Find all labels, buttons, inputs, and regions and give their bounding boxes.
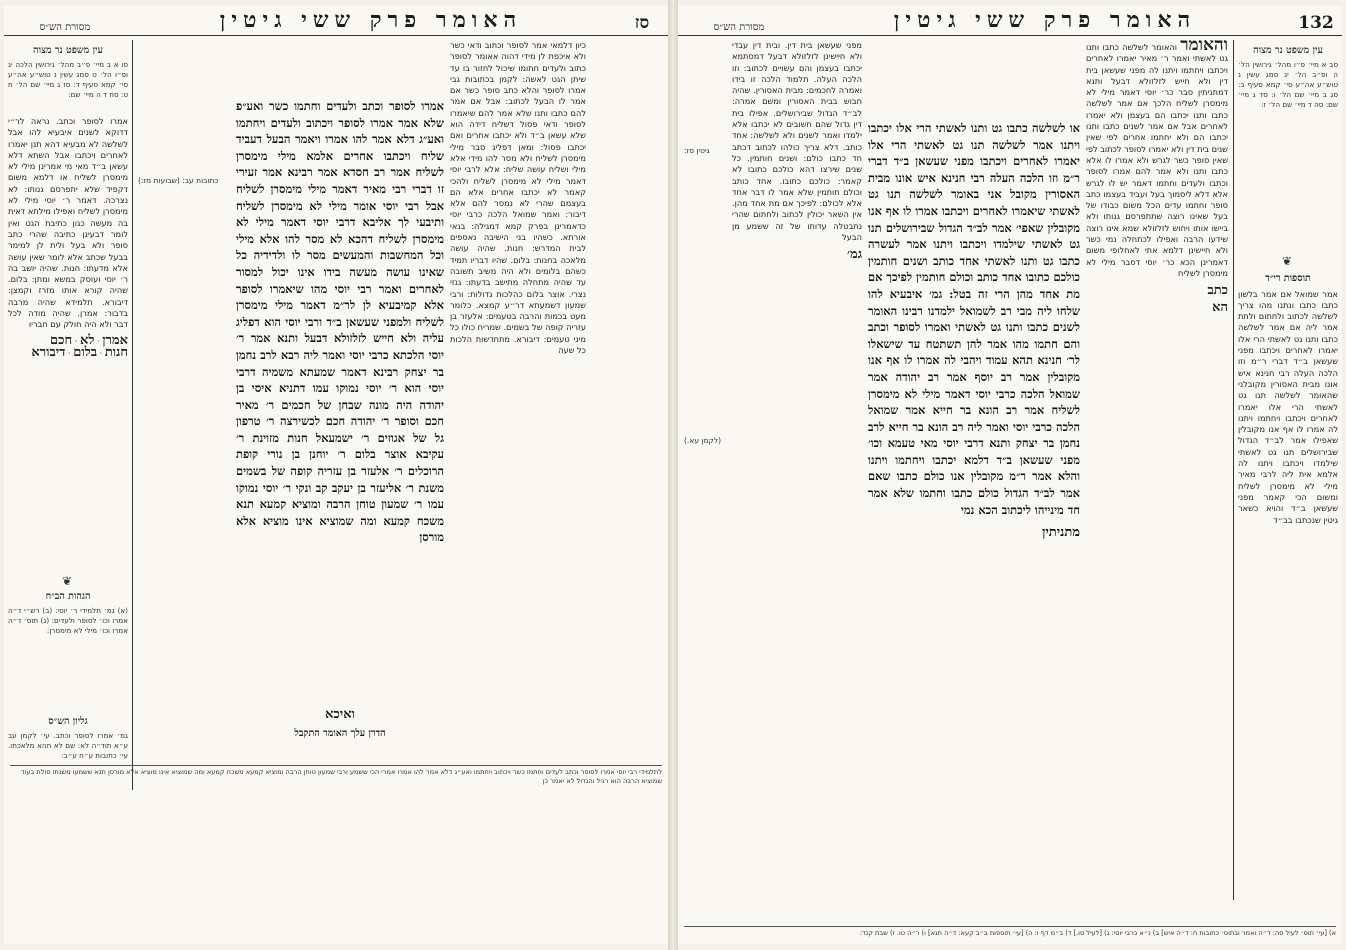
ein-mishpat-title: עין משפט נר מצוה [33,45,103,56]
ein-mishpat-text: סו א ב מיי׳ פ״ב מהל׳ גירושין הלכה יג ופ״ו הל׳ ט סמג עשין נ טוש״ע אה״ע סי׳ קמא סעיף ד: סז ג מיי׳ שם הל׳ ח ט: סח ד ה מיי׳ שם: [8,60,128,99]
margin-reference: גיטין סז: [684,146,710,155]
ein-mishpat-title: עין משפט נר מצוה [1253,45,1323,56]
ornament: ❦ [1281,256,1295,268]
hadran-label: הדרן עלך האומר התקבל [294,728,386,739]
ein-mishpat-column [8,40,128,110]
page-number: סז [634,13,650,33]
tosafot-column: אמרו לסופר וכתב. נראה לר״י דדוקא לשנים איבעיא להו אבל לשלשה לא מבעיא דהא תנן יאמרו לאחרים ויכתבו אבל השתא דלא עשאן ב״ד מאי מי אמרינן מילי לא מימסרן לשליח או דלמא משום דקפיד שלא יתפרסם גנותו: לא נצרכה. דאמר ר׳ יוסי מילי לא מימסרן לשליח ואפילו מילתא דאית בה מעשה כגון כתיבת הגט ואין לומר דבעינן כתיבה שהרי כתב סופר ולא בעל ולית לן למימר בבעל שכתב אלא לומר שאין עושה אלא מדעתו: חנות. שהיה יושב בה ר׳ יוסי ועוסק במשא ומתן: בלום. שהיה קורא אותו מזרז וקמצן: דיבורא. תלמידא שהיה מרבה בדבור: אמרן. שהיה מודה לכל דבר ולא היה חולק עם חבריו אמרן · לא · חכם חנות · בלום · דיבורא [8,116,128,360]
rashi-column-outer [1086,40,1228,898]
left-page-header [4,6,668,36]
hagahot-text: (א) גמ׳ תלמידי ר׳ יוסי: (ב) רש״י ד״ה אמרו וכו׳ לסופר ולעדים: (ג) תוס׳ ד״ה אמרו וכו׳ מילי לא מימסרן: [8,606,128,635]
gemara-main-text [868,40,1080,820]
gilyon-title: גליון הש״ס [48,716,88,727]
tosafot-rid-text: אמר שמואל אם אמר בלשון כתבו כתבו ונתנו מהו צריך לשלשה לכתוב ולחתום ולתת אמר ליה אם אמר לשלשה כתבו ותנו גט לאשתי הרי אלו יאמרו לאחרים ויכתבו מפני שעשאן ב״ד דברי ר״מ וזו הלכה העלה רבי חנינא איש אונו מבית האסורין מקובלני שהאומר לשלשה תנו גט לאשתי הרי אלו יאמרו לאחרים ויכתבו ויחתמו ויתנו לה אמרו לו אף אנו מקובלין שאפילו אמר לב״ד הגדול שבירושלים תנו גט לאשתי שילמדו ויכתבו ויתנו לה אלמא אית ליה לרבי מאיר מילי לא מימסרן לשליח ומשום הכי קאמר מפני שעשאן ב״ד והויא כשאר גיטין שנכתבו בב״ד [1238,288,1338,525]
rashi-text: והאומר לשלשה כתבו ותנו גט לאשתי ואמר ר׳ מאיר יאמרו לאחרים ויכתבו ויחתמו ויתנו לה מפני שעשאן בית דין ולא חייש לזלזולא דבעל ותנא דמתניתין סבר כר׳ יוסי דאמר מילי לא מימסרן לשליח הלכך אם אמר לשלשה כתבו ותנו יכתבו הם בעצמן ולא יאמרו לאחרים אבל אם אמר לשנים כתבו ותנו יכתבו הם ולא יחתמו אחרים לפי שאין שנים בית דין ולא יאמרו לסופר לכתוב לפי שאין סופר כשר לגרש ולא אמרו לו אלא כתבו ותנו ולא אמר להם אמרו לסופר וכתבו ולעדים וחתמו דאמר יש לו לגרש אלא דלא ליסמוך בעל ועביד בעצמו כתב סופר וחתמו עדים הכל משום כבודו של בעל שאינו רוצה שתתפרסם גנותו ולא ביישו אותו ויחוש לזלזולא שמא אינו רוצה שידעו הרבה ואפילו לכתחלה נמי כשר ולא חיישינן דלמא אתי לאחלופי משום דאמרינן הכא כר׳ יוסי דסבר מילי לא מימסרן לשליח [1086,42,1228,278]
masoret-hashas-label: מסורת הש״ס [39,22,91,33]
footnotes: א) [עי׳ תוס׳ לעיל סה: ד״ה ואמר ובתוס׳ כתובות ח: ד״ה איש] ב) נ״א כרבי יוסי: ג) [לעיל סו.] ד) ב״מ דף ו: ה) [עי׳ תוספות ב״ב קעא: ד״ה תנא] ו) ר״ה טו. ז) שבת קנד: [684,926,1336,938]
dibbur-hamatchil: לא [79,332,95,348]
ein-mishpat-column [1238,40,1338,250]
margin-reference: כתובות עב: (שבועות מז:) [138,176,219,185]
column-divider [132,40,133,790]
ending-word: ואיכא [325,707,355,722]
gemara-text: או לשלשה כתבו גט ותנו לאשתי הרי אלו יכתבו ויתנו אמר לשלשה תנו גט לאשתי הרי אלו יאמרו לאחרים ויכתבו מפני שעשאן ב״ד דברי ר״מ וזו הלכה העלה רבי חנינא איש אונו מבית האסורין מקובל אני באומר לשלשה תנו גט לאשתי שיאמרו לאחרים ויכתבו אמרו לו אף אנו מקובלין שאפי׳ אמר לב״ד הגדול שבירושלים תנו גט לאשתי שילמדו ויכתבו ויתנו אמר לעשרה כתבו גט ותנו לאשתי אחד כותב ושנים חותמין כולכם כתובו אחד כותב וכולם חותמין לפיכך אם מת אחד מהן הרי זה בטל: גמ׳ איבעיא להו שלחו ליה מבי רב לשמואל ילמדנו רבינו האומר לשנים כתבו ותנו גט לאשתי ואמרו לסופר וכתב והם חתמו מהו אמר להן תשתטח עד שישאלו לר׳ חנינא תהא עמוד ויהבי לה אמרו לו אף אנו מקובלין אמר רב יוסף אמר רב יהודה אמר שמואל הלכה כרבי יוסי דאמר מילי לא מימסרן לשליח אמר רב הונא בר חייא אמר שמואל הלכה כרבי יוסי ואמר ליה רב הונא בר חייא לרב נחמן בר יצחק ותנא דרבי יוסי מאי טעמא וכו׳ מפני שעשאן ב״ד דלמא יכתבו ויחתמו ויתנו והלא אמר ר״מ מקובלין אנו כולם כתבו שאם אמר לב״ד הגדול כולם כתבו וחתמו שלא אמר חד מינייהו ליכתוב הכא נמי [868,121,1080,517]
gilyon-text: גמ׳ אמרו לסופר וכתב. עי׳ לקמן עב ע״א תוד״ה לא: שם לא תהא מלאכתו. עי׳ כתובות ע״ח ע״ב: [8,731,128,760]
margin-reference: (לקמן עא.) [684,436,722,445]
footnotes: לתלמידי רבי יוסי אמרו לסופר וכתב לעדים וחתמו כשר ויכתוב ויחתמו ואע״ג דלא אמר להו אמרו אמרי הכי ששמע ורבי שמעון טוחן הרבה ומוציא קמעא משכח קמעא ומה שמוציא אינו מוציא אלא מורסן תנא ששמעו משנתו סולת בעוד שמוציא הרבה הוא רגיל והגדול לא יאמר כן [10,765,662,938]
running-title: האומר פרק ששי גיטין [893,7,1197,33]
page-number: 132 [1298,13,1334,33]
right-page-header [678,6,1342,36]
gemara-main-text [236,40,444,730]
tosafot-rid-title: תוספות רי״ד [1265,273,1311,285]
rashi-inner-text: מפני שעשאן בית דין. ובית דין עבדי ולא חיישינן לזלזולא דבעל דמסתמא יכתבו בעצמן והם עשויים לכתוב: וזו הלכה העלה. תלמוד הלכה זו בידו ואמרה לחכמים: מבית האסורין. שהיה חבוש בבית האסורין ומשם אמרה: לב״ד הגדול שבירושלים. אפילו בית דין גדול שהם חשובים לא יכתבו אלא ילמדו ואמר לשנים ולא לשלשה: אחד כותב. דלא צריך כולהו לכתוב דכתב חד כתבו כולם: ושנים חותמין. כל שנים שירצו דהא כולכם כתובו לא קאמר: כולכם כתובו. אחד כותב וכולם חותמין שלא אמר לו דבר אחד אלא לכולם: לפיכך אם מת אחד מהן. אין השאר יכולין לכתוב ולחתום שהרי נתבטלה עדותו של זה ששמע מן הבעל [732,40,862,243]
tosafot-text: אמרו לסופר וכתב. נראה לר״י דדוקא לשנים איבעיא להו אבל לשלשה לא מבעיא דהא תנן יאמרו לאחרים ויכתבו אבל השתא דלא עשאן ב״ד מאי מי אמרינן מילי לא מימסרן לשליח או דלמא משום דקפיד שלא יתפרסם גנותו: לא נצרכה. דאמר ר׳ יוסי מילי לא מימסרן לשליח ואפילו מילתא דאית בה מעשה כגון כתיבת הגט ואין לומר דבעינן כתיבה שהרי כתב סופר ולא בעל ולית לן למימר בבעל שכתב אלא לומר שאין עושה אלא מדעתו: חנות. שהיה יושב בה ר׳ יוסי ועוסק במשא ומתן: בלום. שהיה קורא אותו מזרז וקמצן: דיבורא. תלמידא שהיה מרבה בדבור: אמרן. שהיה מודה לכל דבר ולא היה חולק עם חבריו [8,116,128,330]
left-page [4,6,668,944]
opening-word: והאומר [1180,40,1228,55]
column-divider [1233,40,1234,900]
rashi-text: כיון דלמאי אמר לסופר וכתוב ודאי כשר ולא איכפת לן מידי דהוה אאומר לסופר כתוב ולעדים חתומו שיכול לחזור בו עד שיתן הגט לאשה: לקמן בכתובות גבי אמרו לסופר והלא כתב סופר כשר אם אמר לו הבעל לכתוב: אבל אם אמר להם כתבו ותנו שלא אמר להם שיאמרו לסופר ודאי פסול דשליח דידה הוא שלא עשאן ב״ד ולא יכתבו אחרים ואם יכתבו פסול: ומאן דפליג סבר מילי מימסרן לשליח ולא מסר להו מידי אלא מילי ושליח עושה שליח: אלא לרבי יוסי דאמר מילי לא מימסרן לשליח ולהכי קאמר לא יכתבו אחרים אלא הם בעצמם שהרי לא נמסר להם אלא דיבור: ואמר שמואל הלכה כרבי יוסי כדאמרינן בפרק קמא דמגילה: בנאי אורתא. כשהיו בני הישיבה נאספים לבית המדרש: חנות. שהיה עושה מלאכה בחנות: בלום. שהיו דבריו תמיד כשהם בלומים ולא היה משיב תשובה עד שהיה מתחלה מתישב בדעתו: גנזי נצרי. אוצר בלום כהלכות גדולות: ורבי שמעון דשמעתא דר״ע קמצא. כלומר מעט בכמות והרבה בטעמים: אלעזר בן עזריה קופה של בשמים. שמריח כולו כל מיני טעמים: דיבורא. מתחדשות הלכות כל שעה [450,40,586,356]
dibbur-hamatchil: דיבורא [31,344,66,360]
gemara-label: גמ׳ [847,247,862,263]
hagahot-column [8,576,128,696]
dibbur-hamatchil: אמרן [102,332,128,348]
rashi-column [450,40,586,740]
ein-mishpat-text: סב א מיי׳ פ״ו מהל׳ גירושין הל׳ ה ופ״ב הל׳ יג סמג עשין נ טוש״ע אה״ע סי׳ קמא סעיף ב: סג ב מיי׳ שם הל׳ ו: סד ג מיי׳ שם: סה ד מיי׳ שם הל׳ ז: [1238,60,1338,109]
tosafot-rid-column [1238,256,1338,896]
masoret-hashas-label: מסורת הש״ס [713,22,765,33]
rashi-column-inner [732,40,862,898]
running-title: האומר פרק ששי גיטין [219,7,523,33]
dibbur-hamatchil: בלום [73,344,97,360]
gemara-text: אמרו לסופר וכתב ולעדים וחתמו כשר ואע״פ שלא אמר אמרו לסופר ויכתוב ולעדים ויחתמו ואע״ג דלא אמר להו אמרו ויאמר הבעל דעביד שליח ויכתבו אחרים אלמא מילי מימסרן לשליח אמר רב חסדא אמר רבינא אמר זעירי זו דברי רבי מאיר דאמר מילי מימסרן לשליח אבל רבי יוסי אומר מילי לא מימסרן לשליח ותיבעי לך אליבא דרבי יוסי דאמר מילי לא מימסרן לשליח דהכא לא מסר להו אלא מילי וכל המחשבות והמעשים מסר לו ולדידיה כל שאינו עושה מעשה בידו אינו יכול למסור לאחרים ואמר רבי יוסי מהו שיאמרו לסופר אלא קמיבעיא לן לר״מ דאמר מילי מימסרן לשליח ולמפני שעשאן ב״ד ורבי יוסי הוא דפליג עליה ולא חייש לזלזולא דבעל ותנא אמר ר׳ יוסי הלכתא כרבי יוסי ואמר ליה רבא לרב נחמן בר יצחק רבינא דאמר שמעתא משמיה דרבי יוסי הוא ר׳ יוסי נמוקו עמו דתניא איסי בן יהודה היה מונה שבחן של חכמים ר׳ מאיר חכם וסופר ר׳ יהודה חכם לכשירצה ר׳ טרפון גל של אגוזים ר׳ ישמעאל חנות מזוינת ר׳ עקיבא אוצר בלום ר׳ יוחנן בן נורי קופת הרוכלים ר׳ אלעזר בן עזריה קופה של בשמים משנת ר׳ אליעזר בן יעקב קב ונקי ר׳ יוסי נמוקו עמו ר׳ שמעון טוחן הרבה ומוציא קמעא תנא משכח קמעא ומה שמוציא אינו מוציא אלא מורסן [236,99,444,545]
dibbur-hamatchil: חכם [50,332,73,348]
hagahot-title: הגהות הב״ח [45,591,91,602]
ornament: ❦ [61,576,75,588]
dibbur-hamatchil: חנות [104,344,128,360]
chapter-end [236,706,444,746]
dibbur-hamatchil: הא [1212,299,1228,315]
dibbur-hamatchil: כתב [1207,283,1228,299]
book-gutter [668,0,678,950]
right-page [678,6,1342,944]
mishnah-label: מתניתין [1042,525,1080,541]
